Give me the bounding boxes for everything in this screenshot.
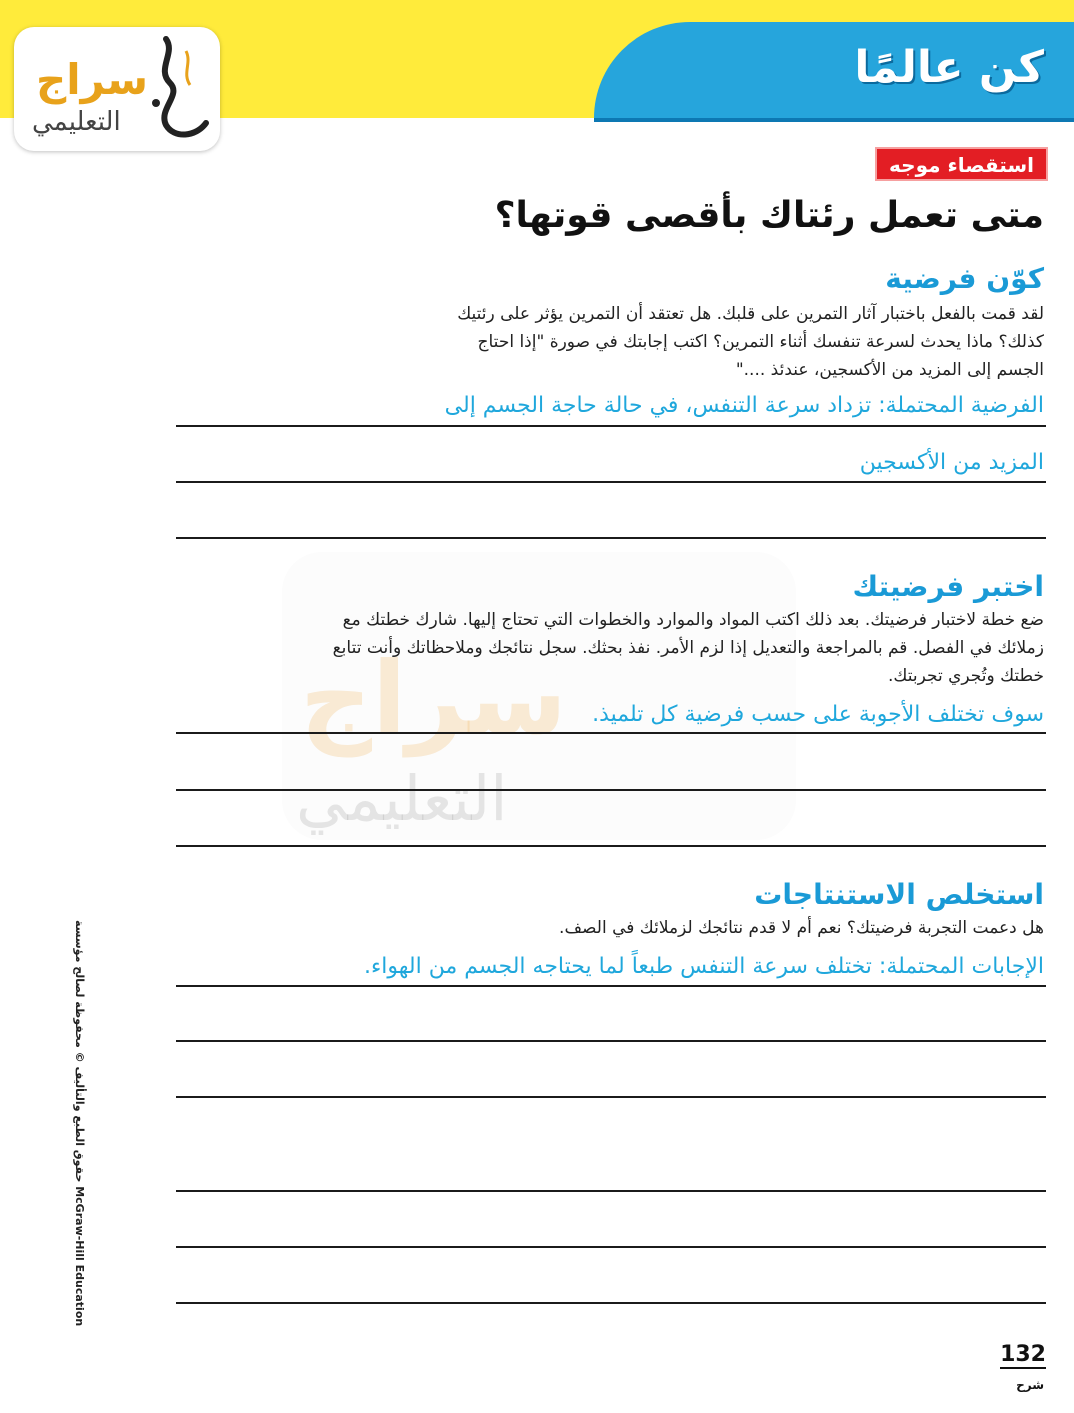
conclusions-instructions bbox=[559, 914, 1044, 942]
test-answer-line: سوف تختلف الأجوبة على حسب فرضية كل تلميذ. bbox=[592, 702, 1044, 727]
logo-main-text: سراج bbox=[36, 55, 149, 104]
copyright-notice bbox=[70, 920, 88, 1340]
main-question: متى تعمل رئتاك بأقصى قوتها؟ bbox=[494, 195, 1044, 236]
hypothesis-answer-line: الفرضية المحتملة: تزداد سرعة التنفس، في حالة حاجة الجسم إلى bbox=[444, 393, 1044, 418]
watermark-text: سراج bbox=[300, 640, 567, 757]
paragraph-line: كذلك؟ ماذا يحدث لسرعة تنفسك أثناء التمرين؟ اكتب إجابتك في صورة "إذا احتاج bbox=[477, 332, 1044, 352]
answer-rule bbox=[176, 732, 1046, 734]
watermark-subtext: التعليمي bbox=[296, 762, 508, 835]
inquiry-tag: استقصاء موجه bbox=[875, 147, 1048, 181]
answer-rule bbox=[176, 985, 1046, 987]
calligraphy-icon bbox=[136, 33, 216, 149]
section-heading-test: اختبر فرضيتك bbox=[852, 570, 1044, 603]
publisher-logo bbox=[14, 27, 220, 151]
answer-rule bbox=[176, 845, 1046, 847]
logo-sub-text: التعليمي bbox=[32, 107, 121, 137]
answer-rule bbox=[176, 425, 1046, 427]
answer-rule bbox=[176, 1040, 1046, 1042]
section-heading-conclusions: استخلص الاستنتاجات bbox=[754, 878, 1044, 911]
hypothesis-answer-line: المزيد من الأكسجين bbox=[859, 450, 1044, 475]
answer-rule bbox=[176, 1302, 1046, 1304]
conclusions-answer-line: الإجابات المحتملة: تختلف سرعة التنفس طبعاً لما يحتاجه الجسم من الهواء. bbox=[363, 954, 1044, 979]
answer-rule bbox=[176, 481, 1046, 483]
answer-rule bbox=[176, 1190, 1046, 1192]
paragraph-line: الجسم إلى المزيد من الأكسجين، عندئذ ...." bbox=[735, 360, 1044, 380]
paragraph-line: خطتك وتُجري تجربتك. bbox=[888, 666, 1044, 686]
answer-rule bbox=[176, 1246, 1046, 1248]
answer-rule bbox=[176, 537, 1046, 539]
paragraph-line: لقد قمت بالفعل باختبار آثار التمرين على قلبك. هل تعتقد أن التمرين يؤثر على رئتيك bbox=[457, 304, 1044, 324]
paragraph-line: ضع خطة لاختبار فرضيتك. بعد ذلك اكتب المواد والموارد والخطوات التي تحتاج إليها. شارك خطتك مع bbox=[342, 610, 1044, 630]
section-heading-hypothesis: كوّن فرضية bbox=[885, 262, 1044, 295]
copyright-text: حقوق الطبع والتأليف © محفوظة لصالح مؤسسة McGraw-Hill Education bbox=[73, 920, 86, 1327]
paragraph-line: زملائك في الفصل. قم بالمراجعة والتعديل إذا لزم الأمر. نفذ بحثك. سجل نتائجك وملاحظاتك وأنت تتابع bbox=[332, 638, 1044, 658]
paragraph-line: هل دعمت التجربة فرضيتك؟ نعم أم لا قدم نتائجك لزملائك في الصف. bbox=[559, 918, 1044, 938]
page-number: 132 bbox=[1000, 1342, 1046, 1367]
answer-rule bbox=[176, 1096, 1046, 1098]
page-title: كن عالمًا bbox=[854, 42, 1044, 93]
hypothesis-instructions bbox=[457, 300, 1044, 384]
test-instructions bbox=[333, 606, 1044, 690]
answer-rule bbox=[176, 789, 1046, 791]
page-label: شرح bbox=[1016, 1378, 1044, 1392]
